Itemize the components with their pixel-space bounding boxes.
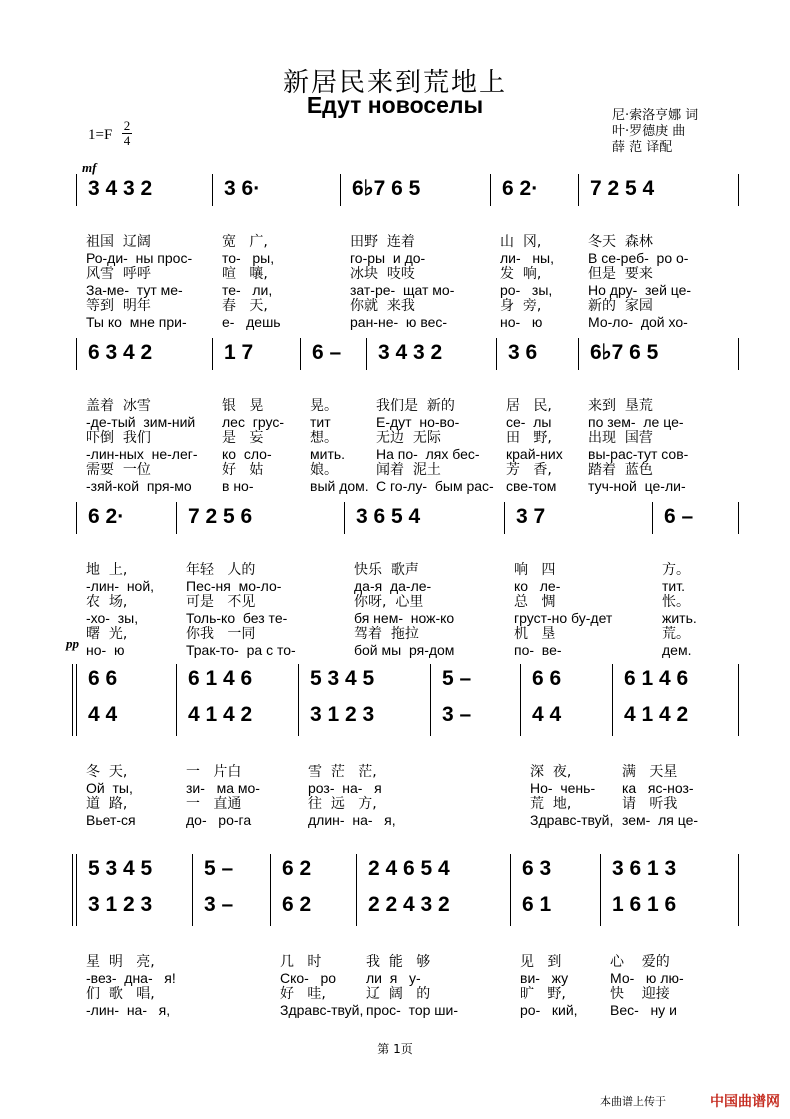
lyric-russian: но- ю (500, 314, 543, 330)
lyric-russian: роз- на- я (308, 780, 382, 796)
lyric-russian: да-я да-ле- (354, 578, 432, 594)
lyric-russian: ко сло- (222, 446, 272, 462)
lyric-chinese: 可是 不见 (186, 594, 256, 610)
credits (612, 108, 698, 156)
lyric-chinese: 辽 阔 的 (366, 986, 431, 1002)
barline (496, 338, 497, 370)
lyric-russian: Е-дут но-во- (376, 414, 460, 430)
upload-credit: 本曲谱上传于 (600, 1095, 666, 1108)
lyric-russian: жить. (662, 610, 697, 626)
lyric-russian: Толь-ко без те- (186, 610, 288, 626)
barline (652, 502, 653, 534)
lyric-russian: Но- чень- (530, 780, 596, 796)
lyric-chinese: 春 天, (222, 298, 268, 314)
dynamic-pp: pp (66, 636, 79, 651)
lyric-chinese: 冬天 森林 (588, 234, 653, 250)
note-measure: 3 4 3 2 (378, 341, 443, 364)
upper-voice-measure: 5 – (442, 667, 472, 690)
barline (340, 174, 341, 206)
lower-voice-measure: 3 1 2 3 (310, 703, 375, 726)
lyric-chinese: 方。 (662, 562, 690, 578)
lower-voice-measure: 4 1 4 2 (624, 703, 689, 726)
lyric-chinese: 一 片白 (186, 764, 242, 780)
barline (510, 854, 511, 926)
barline (504, 502, 505, 534)
note-measure: 7 2 5 6 (188, 505, 253, 528)
lyric-chinese: 居 民, (506, 398, 552, 414)
lyric-chinese: 见 到 (520, 954, 562, 970)
lyric-russian: Ты ко мне при- (86, 314, 187, 330)
lyric-russian: те- ли, (222, 282, 273, 298)
lyric-chinese: 好 姑 (222, 462, 264, 478)
lyric-chinese: 银 晃 (222, 398, 264, 414)
note-measure: 6♭7 6 5 (352, 177, 421, 200)
lyric-chinese: 怅。 (662, 594, 690, 610)
lyric-russian: Вьет-ся (86, 812, 136, 828)
lyric-chinese: 是 妄 (222, 430, 264, 446)
lyric-russian: С го-лу- бым рас- (376, 478, 494, 494)
lyric-chinese: 田 野, (506, 430, 552, 446)
lyric-chinese: 风雪 呼呼 (86, 266, 151, 282)
lyric-russian: груст-но бу-дет (514, 610, 613, 626)
song-title-chinese: 新居民来到荒地上 (282, 68, 507, 98)
lyric-russian: бой мы ря-дом (354, 642, 455, 658)
lyric-chinese: 农 场, (86, 594, 128, 610)
lower-voice-measure: 3 – (442, 703, 472, 726)
key-signature: 1=F (88, 127, 113, 143)
barline (76, 174, 77, 206)
lyric-chinese: 等到 明年 (86, 298, 151, 314)
note-measure: 6 – (312, 341, 342, 364)
lyric-chinese: 心 爱的 (610, 954, 670, 970)
barline (72, 664, 73, 736)
lyricist-credit: 尼·索洛亨娜 词 (612, 108, 699, 123)
lyric-chinese: 你呀, 心里 (354, 594, 424, 610)
time-signature-numerator: 2 (123, 118, 131, 133)
lyric-russian: -лин- на- я, (86, 1002, 171, 1018)
lower-voice-measure: 4 4 (88, 703, 118, 726)
lower-voice-measure: 6 1 (522, 893, 552, 916)
lyric-chinese: 道 路, (86, 796, 128, 812)
lyric-chinese: 我 能 够 (366, 954, 431, 970)
lyric-chinese: 曙 光, (86, 626, 128, 642)
lyric-russian: ли я у- (366, 970, 421, 986)
lyric-russian: прос- тор ши- (366, 1002, 459, 1018)
barline (738, 174, 739, 206)
upper-voice-measure: 5 3 4 5 (310, 667, 375, 690)
lyric-chinese: 快 迎接 (610, 986, 670, 1002)
lyric-chinese: 满 天星 (622, 764, 678, 780)
lyric-russian: туч-ной це-ли- (588, 478, 686, 494)
lyric-russian: вы-рас-тут сов- (588, 446, 689, 462)
barline (520, 664, 521, 736)
note-measure: 1 7 (224, 341, 254, 364)
barline (738, 502, 739, 534)
lyric-russian: Мо-ло- дой хо- (588, 314, 688, 330)
lyric-chinese: 荒 地, (530, 796, 572, 812)
barline (578, 174, 579, 206)
lyric-chinese: 你我 一同 (186, 626, 256, 642)
lyric-russian: ко ле- (514, 578, 561, 594)
lyric-russian: Трак-то- ра с то- (186, 642, 296, 658)
lyric-russian: тит. (662, 578, 685, 594)
lyric-chinese: 几 时 (280, 954, 322, 970)
lyric-chinese: 身 旁, (500, 298, 542, 314)
upper-voice-measure: 6 1 4 6 (188, 667, 253, 690)
lyric-russian: то- ры, (222, 250, 275, 266)
lower-voice-measure: 2 2 4 3 2 (368, 893, 450, 916)
site-logo: 中国曲谱网 (710, 1094, 780, 1110)
lyric-russian: ро- зы, (500, 282, 553, 298)
lyric-russian: Вес- ну и (610, 1002, 677, 1018)
lyric-chinese: 祖国 辽阔 (86, 234, 151, 250)
lyric-russian: мить. (310, 446, 346, 462)
upper-voice-measure: 6 6 (532, 667, 562, 690)
lyric-russian: Мо- ю лю- (610, 970, 684, 986)
upper-voice-measure: 6 6 (88, 667, 118, 690)
barline (176, 664, 177, 736)
lyric-chinese: 地 上, (86, 562, 128, 578)
lower-voice-measure: 6 2 (282, 893, 312, 916)
lyric-russian: тит (310, 414, 331, 430)
lyric-russian: -вез- дна- я! (86, 970, 176, 986)
lyric-chinese: 往 远 方, (308, 796, 377, 812)
lyric-russian: Здравс-твуй, (280, 1002, 364, 1018)
lyric-chinese: 喧 嚷, (222, 266, 268, 282)
lyric-russian: Но дру- зей це- (588, 282, 692, 298)
barline (612, 664, 613, 736)
note-measure: 3 6 5 4 (356, 505, 421, 528)
lyric-chinese: 但是 要来 (588, 266, 653, 282)
upper-voice-measure: 2 4 6 5 4 (368, 857, 450, 880)
lyric-russian: по зем- ле це- (588, 414, 684, 430)
lyric-russian: ли- ны, (500, 250, 555, 266)
page-number: 第 1页 (377, 1042, 413, 1056)
lyric-russian: В се-реб- ро о- (588, 250, 689, 266)
lyric-russian: За-ме- тут ме- (86, 282, 183, 298)
lyric-chinese: 总 惆 (514, 594, 556, 610)
lyric-russian: вый дом. (310, 478, 369, 494)
note-measure: 3 6 (508, 341, 538, 364)
lyric-chinese: 发 响, (500, 266, 542, 282)
barline (212, 174, 213, 206)
dynamic-mf: mf (82, 160, 97, 175)
lower-voice-measure: 4 4 (532, 703, 562, 726)
barline (76, 664, 77, 736)
lyric-russian: -хо- зы, (86, 610, 139, 626)
barline (578, 338, 579, 370)
lyric-russian: Пес-ня мо-ло- (186, 578, 282, 594)
barline (430, 664, 431, 736)
upper-voice-measure: 6 2 (282, 857, 312, 880)
lyric-chinese: 冬 天, (86, 764, 128, 780)
lyric-russian: На по- лях бес- (376, 446, 480, 462)
lyric-chinese: 响 四 (514, 562, 556, 578)
composer-credit: 叶·罗德庚 曲 (612, 124, 686, 139)
lyric-russian: -де-тый зим-ний (86, 414, 196, 430)
lyric-chinese: 来到 垦荒 (588, 398, 653, 414)
upper-voice-measure: 5 3 4 5 (88, 857, 153, 880)
barline (176, 502, 177, 534)
lyric-russian: Ой ты, (86, 780, 133, 796)
barline (76, 502, 77, 534)
note-measure: 6 – (664, 505, 694, 528)
upper-voice-measure: 6 1 4 6 (624, 667, 689, 690)
lyric-chinese: 驾着 拖拉 (354, 626, 419, 642)
barline (738, 338, 739, 370)
lyric-russian: -зяй-кой пря-мо (86, 478, 192, 494)
lyric-chinese: 无边 无际 (376, 430, 441, 446)
barline (300, 338, 301, 370)
lyric-chinese: 需要 一位 (86, 462, 151, 478)
barline (344, 502, 345, 534)
lyric-russian: ро- кий, (520, 1002, 578, 1018)
lower-voice-measure: 1 6 1 6 (612, 893, 677, 916)
note-measure: 3 6· (224, 177, 261, 200)
lyric-chinese: 田野 连着 (350, 234, 415, 250)
note-measure: 6 2· (502, 177, 539, 200)
lyric-chinese: 荒。 (662, 626, 690, 642)
lyric-chinese: 晃。 (310, 398, 338, 414)
barline (366, 338, 367, 370)
lyric-russian: по- ве- (514, 642, 562, 658)
lyric-russian: све-том (506, 478, 557, 494)
lyric-chinese: 踏着 蓝色 (588, 462, 653, 478)
time-signature (122, 120, 132, 147)
note-measure: 3 4 3 2 (88, 177, 153, 200)
barline (192, 854, 193, 926)
lyric-russian: ран-не- ю вес- (350, 314, 448, 330)
lower-voice-measure: 3 – (204, 893, 234, 916)
barline (212, 338, 213, 370)
translator-credit: 薛 范 译配 (612, 140, 673, 155)
upper-voice-measure: 5 – (204, 857, 234, 880)
barline (76, 338, 77, 370)
barline (72, 854, 73, 926)
lyric-chinese: 冰块 吱吱 (350, 266, 415, 282)
lyric-chinese: 们 歌 唱, (86, 986, 155, 1002)
lyric-chinese: 星 明 亮, (86, 954, 155, 970)
lyric-chinese: 娘。 (310, 462, 338, 478)
lyric-chinese: 出现 国营 (588, 430, 653, 446)
lyric-chinese: 机 垦 (514, 626, 556, 642)
lyric-chinese: 吓倒 我们 (86, 430, 151, 446)
lyric-chinese: 深 夜, (530, 764, 572, 780)
note-measure: 7 2 5 4 (590, 177, 655, 200)
barline (490, 174, 491, 206)
lyric-russian: длин- на- я, (308, 812, 396, 828)
lyric-russian: -лин-ных не-лег- (86, 446, 198, 462)
lower-voice-measure: 4 1 4 2 (188, 703, 253, 726)
lyric-russian: в но- (222, 478, 254, 494)
lyric-chinese: 雪 茫 茫, (308, 764, 377, 780)
lyric-chinese: 你就 来我 (350, 298, 415, 314)
time-signature-denominator: 4 (123, 133, 131, 148)
note-measure: 6♭7 6 5 (590, 341, 659, 364)
barline (298, 664, 299, 736)
lyric-chinese: 旷 野, (520, 986, 566, 1002)
upper-voice-measure: 3 6 1 3 (612, 857, 677, 880)
lyric-chinese: 宽 广, (222, 234, 268, 250)
barline (600, 854, 601, 926)
note-measure: 6 3 4 2 (88, 341, 153, 364)
lyric-russian: но- ю (86, 642, 125, 658)
barline (76, 854, 77, 926)
upper-voice-measure: 6 3 (522, 857, 552, 880)
lyric-russian: -лин- ной, (86, 578, 155, 594)
lyric-chinese: 一 直通 (186, 796, 242, 812)
lyric-chinese: 年轻 人的 (186, 562, 256, 578)
lyric-chinese: 好 哇, (280, 986, 326, 1002)
lyric-chinese: 快乐 歌声 (354, 562, 419, 578)
lyric-russian: край-них (506, 446, 563, 462)
lyric-russian: дем. (662, 642, 692, 658)
lyric-chinese: 盖着 冰雪 (86, 398, 151, 414)
lyric-russian: Ро-ди- ны прос- (86, 250, 193, 266)
note-measure: 3 7 (516, 505, 546, 528)
lower-voice-measure: 3 1 2 3 (88, 893, 153, 916)
lyric-russian: е- дешь (222, 314, 281, 330)
lyric-chinese: 闻着 泥土 (376, 462, 441, 478)
barline (270, 854, 271, 926)
lyric-chinese: 请 听我 (622, 796, 678, 812)
lyric-russian: лес грус- (222, 414, 284, 430)
lyric-chinese: 山 冈, (500, 234, 542, 250)
barline (356, 854, 357, 926)
barline (738, 854, 739, 926)
lyric-russian: зат-ре- щат мо- (350, 282, 455, 298)
lyric-russian: зи- ма мо- (186, 780, 260, 796)
lyric-chinese: 芳 香, (506, 462, 552, 478)
lyric-chinese: 想。 (310, 430, 338, 446)
lyric-russian: го-ры и до- (350, 250, 426, 266)
lyric-chinese: 新的 家园 (588, 298, 653, 314)
note-measure: 6 2· (88, 505, 125, 528)
lyric-russian: зем- ля це- (622, 812, 699, 828)
lyric-russian: ви- жу (520, 970, 569, 986)
lyric-russian: Ско- ро (280, 970, 337, 986)
lyric-russian: до- ро-га (186, 812, 252, 828)
lyric-russian: бя нем- нож-ко (354, 610, 455, 626)
lyric-chinese: 我们是 新的 (376, 398, 455, 414)
lyric-russian: Здравс-твуй, (530, 812, 614, 828)
barline (738, 664, 739, 736)
song-title-russian: Едут новоселы (306, 92, 484, 118)
lyric-russian: ка яс-ноз- (622, 780, 694, 796)
lyric-russian: се- лы (506, 414, 552, 430)
